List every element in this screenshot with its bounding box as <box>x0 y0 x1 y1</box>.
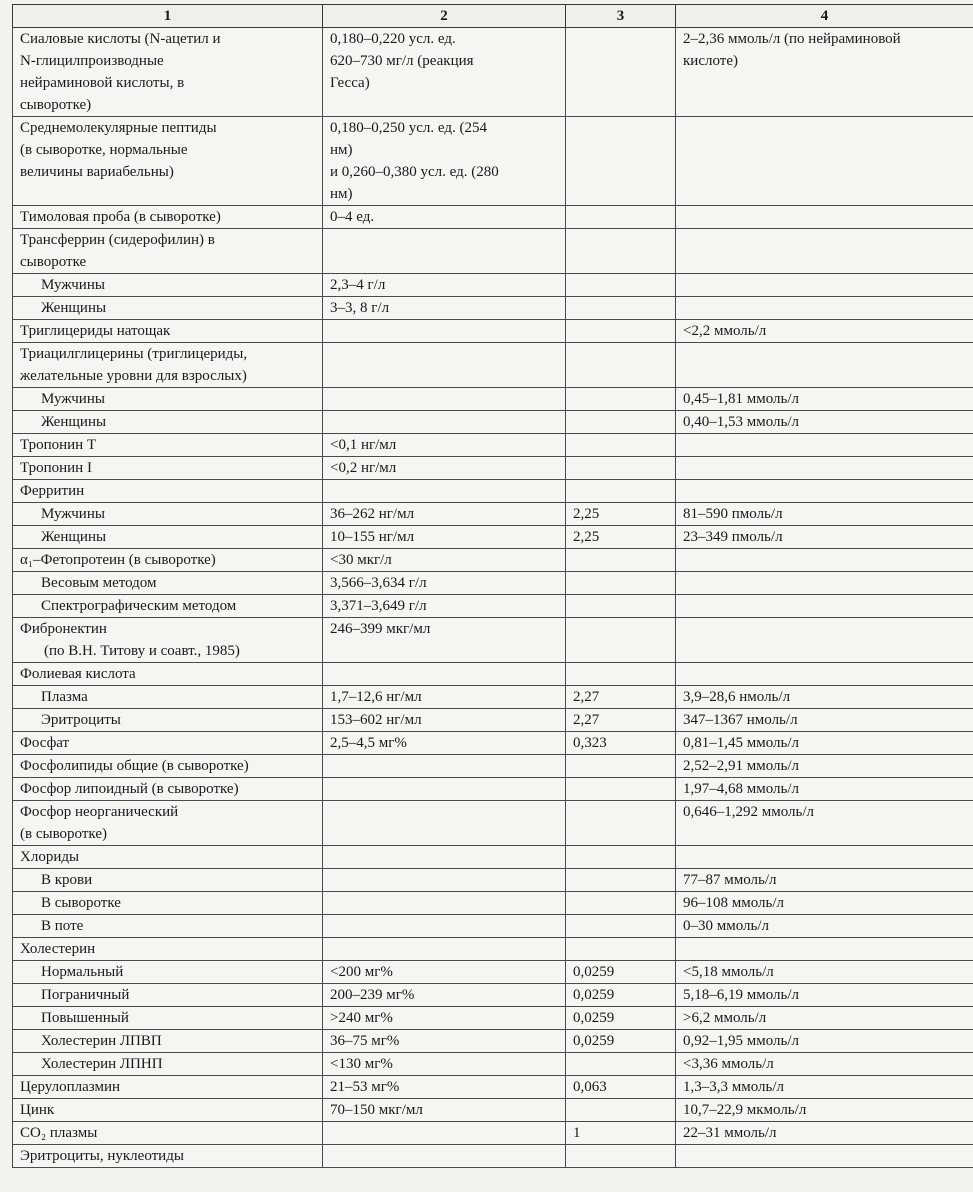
cell-col2: 21–53 мг% <box>323 1076 566 1099</box>
cell-col2 <box>323 320 566 343</box>
table-row <box>13 572 973 595</box>
table-row <box>13 457 973 480</box>
cell-col2: <0,1 нг/мл <box>323 434 566 457</box>
cell-col2 <box>323 755 566 778</box>
cell-col1: Среднемолекулярные пептиды (в сыворотке, нормальные величины вариабельны) <box>13 117 323 206</box>
cell-col3 <box>566 595 676 618</box>
reference-values-table <box>12 4 973 1168</box>
cell-col3 <box>566 457 676 480</box>
cell-col3: 0,063 <box>566 1076 676 1099</box>
cell-col2: 0,180–0,220 усл. ед. 620–730 мг/л (реакция Гесса) <box>323 28 566 117</box>
cell-col1: α₁–Фетопротеин (в сыворотке) <box>13 549 323 572</box>
cell-col4 <box>676 457 973 480</box>
table-row <box>13 1053 973 1076</box>
cell-col2 <box>323 846 566 869</box>
cell-col4 <box>676 938 973 961</box>
table-row <box>13 1007 973 1030</box>
cell-col3 <box>566 618 676 663</box>
cell-col1: Мужчины <box>13 503 323 526</box>
column-header-3: 3 <box>566 5 676 28</box>
cell-col4: 0,92–1,95 ммоль/л <box>676 1030 973 1053</box>
cell-col4: 5,18–6,19 ммоль/л <box>676 984 973 1007</box>
cell-col3 <box>566 1099 676 1122</box>
cell-col4: 0,45–1,81 ммоль/л <box>676 388 973 411</box>
cell-col1: Эритроциты, нуклеотиды <box>13 1145 323 1168</box>
table-row <box>13 869 973 892</box>
cell-col3 <box>566 801 676 846</box>
cell-col4: <3,36 ммоль/л <box>676 1053 973 1076</box>
column-header-2: 2 <box>323 5 566 28</box>
cell-col3: 0,0259 <box>566 1030 676 1053</box>
cell-col2: 36–75 мг% <box>323 1030 566 1053</box>
cell-col3 <box>566 229 676 274</box>
table-row <box>13 526 973 549</box>
cell-col2: 3,371–3,649 г/л <box>323 595 566 618</box>
cell-col4: 77–87 ммоль/л <box>676 869 973 892</box>
cell-col1: Весовым методом <box>13 572 323 595</box>
cell-col3 <box>566 549 676 572</box>
cell-col1: Тропонин T <box>13 434 323 457</box>
cell-col1: Пограничный <box>13 984 323 1007</box>
cell-col2: 2,5–4,5 мг% <box>323 732 566 755</box>
cell-col4: 0,40–1,53 ммоль/л <box>676 411 973 434</box>
cell-col4 <box>676 595 973 618</box>
cell-col3 <box>566 1145 676 1168</box>
cell-col3: 2,25 <box>566 503 676 526</box>
table-row <box>13 549 973 572</box>
cell-col2 <box>323 778 566 801</box>
cell-col2 <box>323 388 566 411</box>
cell-line: Фибронектин <box>20 621 107 637</box>
cell-col2 <box>323 915 566 938</box>
cell-col4: 347–1367 нмоль/л <box>676 709 973 732</box>
table-row <box>13 1099 973 1122</box>
table-row <box>13 1030 973 1053</box>
table-row <box>13 755 973 778</box>
table-row <box>13 915 973 938</box>
table-row <box>13 320 973 343</box>
cell-col2: 3–3, 8 г/л <box>323 297 566 320</box>
cell-col3: 1 <box>566 1122 676 1145</box>
cell-col2: >240 мг% <box>323 1007 566 1030</box>
cell-col2 <box>323 343 566 388</box>
cell-col4: 3,9–28,6 нмоль/л <box>676 686 973 709</box>
table-row <box>13 732 973 755</box>
cell-col3 <box>566 388 676 411</box>
cell-col3: 0,323 <box>566 732 676 755</box>
cell-col4: 22–31 ммоль/л <box>676 1122 973 1145</box>
cell-col2: <30 мкг/л <box>323 549 566 572</box>
cell-col3 <box>566 663 676 686</box>
cell-col4 <box>676 343 973 388</box>
table-row <box>13 709 973 732</box>
table-row <box>13 117 973 206</box>
cell-col4: 81–590 пмоль/л <box>676 503 973 526</box>
cell-col4: >6,2 ммоль/л <box>676 1007 973 1030</box>
table-row <box>13 1076 973 1099</box>
cell-col2 <box>323 892 566 915</box>
cell-col2 <box>323 1122 566 1145</box>
table-row <box>13 595 973 618</box>
cell-col1: Женщины <box>13 297 323 320</box>
cell-col4 <box>676 117 973 206</box>
cell-col1: Сиаловые кислоты (N-ацетил и N-глицилпроизводные нейраминовой кислоты, в сыворотке) <box>13 28 323 117</box>
cell-col1: Нормальный <box>13 961 323 984</box>
cell-col1: Эритроциты <box>13 709 323 732</box>
cell-col1: Повышенный <box>13 1007 323 1030</box>
cell-col1: Фосфор липоидный (в сыворотке) <box>13 778 323 801</box>
table-row <box>13 801 973 846</box>
cell-col1: Хлориды <box>13 846 323 869</box>
table-row <box>13 984 973 1007</box>
cell-col1: Мужчины <box>13 274 323 297</box>
cell-col1: В крови <box>13 869 323 892</box>
table-row <box>13 1122 973 1145</box>
table-row <box>13 480 973 503</box>
cell-col1: Холестерин ЛПНП <box>13 1053 323 1076</box>
table-row <box>13 229 973 274</box>
table-row <box>13 846 973 869</box>
cell-col3: 2,27 <box>566 709 676 732</box>
cell-col2: 246–399 мкг/мл <box>323 618 566 663</box>
cell-col4: 1,3–3,3 ммоль/л <box>676 1076 973 1099</box>
cell-col4: 10,7–22,9 мкмоль/л <box>676 1099 973 1122</box>
cell-col4 <box>676 229 973 274</box>
cell-col4 <box>676 846 973 869</box>
cell-col3 <box>566 28 676 117</box>
column-header-1: 1 <box>13 5 323 28</box>
table-row <box>13 938 973 961</box>
cell-col4 <box>676 618 973 663</box>
cell-col1: Холестерин <box>13 938 323 961</box>
table-row <box>13 961 973 984</box>
cell-col4: 0,81–1,45 ммоль/л <box>676 732 973 755</box>
cell-col3 <box>566 343 676 388</box>
cell-col4: 2–2,36 ммоль/л (по нейраминовой кислоте) <box>676 28 973 117</box>
cell-col4: 23–349 пмоль/л <box>676 526 973 549</box>
cell-col3: 0,0259 <box>566 984 676 1007</box>
cell-col2: 10–155 нг/мл <box>323 526 566 549</box>
cell-col3 <box>566 869 676 892</box>
cell-col2: 36–262 нг/мл <box>323 503 566 526</box>
cell-col1: Фосфат <box>13 732 323 755</box>
cell-col3 <box>566 915 676 938</box>
table-row <box>13 686 973 709</box>
cell-col2 <box>323 411 566 434</box>
cell-col3 <box>566 297 676 320</box>
table-row <box>13 297 973 320</box>
cell-col4: 96–108 ммоль/л <box>676 892 973 915</box>
column-header-4: 4 <box>676 5 973 28</box>
cell-col4: 1,97–4,68 ммоль/л <box>676 778 973 801</box>
cell-col3 <box>566 938 676 961</box>
table-row <box>13 1145 973 1168</box>
cell-col2 <box>323 1145 566 1168</box>
cell-col2: 0–4 ед. <box>323 206 566 229</box>
cell-col1: Фосфолипиды общие (в сыворотке) <box>13 755 323 778</box>
cell-col3 <box>566 206 676 229</box>
table-row <box>13 892 973 915</box>
cell-col1: Церулоплазмин <box>13 1076 323 1099</box>
cell-col4: <5,18 ммоль/л <box>676 961 973 984</box>
cell-col2: 3,566–3,634 г/л <box>323 572 566 595</box>
cell-col1: Тимоловая проба (в сыворотке) <box>13 206 323 229</box>
cell-col4: 2,52–2,91 ммоль/л <box>676 755 973 778</box>
cell-col3 <box>566 117 676 206</box>
cell-col2: <200 мг% <box>323 961 566 984</box>
cell-col3 <box>566 572 676 595</box>
table-row <box>13 206 973 229</box>
table-row <box>13 274 973 297</box>
cell-col2: 200–239 мг% <box>323 984 566 1007</box>
cell-col3: 2,25 <box>566 526 676 549</box>
cell-col1: Ферритин <box>13 480 323 503</box>
cell-col4 <box>676 572 973 595</box>
cell-col2 <box>323 663 566 686</box>
table-row <box>13 503 973 526</box>
cell-col1: Женщины <box>13 411 323 434</box>
cell-col4 <box>676 1145 973 1168</box>
cell-col2 <box>323 480 566 503</box>
table-row <box>13 434 973 457</box>
cell-col1: Цинк <box>13 1099 323 1122</box>
cell-col2: <130 мг% <box>323 1053 566 1076</box>
cell-col2 <box>323 801 566 846</box>
cell-col3: 0,0259 <box>566 961 676 984</box>
cell-col3 <box>566 274 676 297</box>
cell-col4 <box>676 549 973 572</box>
cell-col3: 2,27 <box>566 686 676 709</box>
cell-col4: 0–30 ммоль/л <box>676 915 973 938</box>
cell-col3 <box>566 480 676 503</box>
cell-col2: 2,3–4 г/л <box>323 274 566 297</box>
table-row <box>13 28 973 117</box>
cell-col2: <0,2 нг/мл <box>323 457 566 480</box>
cell-col1: Фолиевая кислота <box>13 663 323 686</box>
cell-col2: 70–150 мкг/мл <box>323 1099 566 1122</box>
cell-col1: Женщины <box>13 526 323 549</box>
cell-col1: В сыворотке <box>13 892 323 915</box>
table-row <box>13 343 973 388</box>
cell-col3: 0,0259 <box>566 1007 676 1030</box>
cell-col1: Мужчины <box>13 388 323 411</box>
cell-col4 <box>676 297 973 320</box>
table-row <box>13 618 973 663</box>
cell-col3 <box>566 320 676 343</box>
table-row <box>13 388 973 411</box>
cell-col3 <box>566 1053 676 1076</box>
cell-col2: 153–602 нг/мл <box>323 709 566 732</box>
cell-col4: <2,2 ммоль/л <box>676 320 973 343</box>
cell-col4: 0,646–1,292 ммоль/л <box>676 801 973 846</box>
table-header-row <box>13 5 973 28</box>
cell-col1: Плазма <box>13 686 323 709</box>
cell-col1: Холестерин ЛПВП <box>13 1030 323 1053</box>
cell-col4 <box>676 274 973 297</box>
cell-col4 <box>676 480 973 503</box>
cell-col1: CO₂ плазмы <box>13 1122 323 1145</box>
cell-col1 <box>13 618 323 663</box>
table-row <box>13 663 973 686</box>
cell-col1: В поте <box>13 915 323 938</box>
cell-col1: Тропонин I <box>13 457 323 480</box>
cell-line: (по В.Н. Титову и соавт., 1985) <box>44 643 240 659</box>
cell-col4 <box>676 434 973 457</box>
cell-col2 <box>323 938 566 961</box>
cell-col2 <box>323 869 566 892</box>
cell-col1: Трансферрин (сидерофилин) в сыворотке <box>13 229 323 274</box>
cell-col3 <box>566 411 676 434</box>
cell-col3 <box>566 778 676 801</box>
cell-col4 <box>676 206 973 229</box>
cell-col4 <box>676 663 973 686</box>
cell-col3 <box>566 755 676 778</box>
cell-col1: Триацилглицерины (триглицериды, желательные уровни для взрослых) <box>13 343 323 388</box>
cell-col3 <box>566 434 676 457</box>
cell-col1: Фосфор неорганический (в сыворотке) <box>13 801 323 846</box>
table-row <box>13 411 973 434</box>
cell-col1: Спектрографическим методом <box>13 595 323 618</box>
cell-col2 <box>323 229 566 274</box>
cell-col2: 0,180–0,250 усл. ед. (254 нм) и 0,260–0,380 усл. ед. (280 нм) <box>323 117 566 206</box>
cell-col2: 1,7–12,6 нг/мл <box>323 686 566 709</box>
cell-col1: Триглицериды натощак <box>13 320 323 343</box>
table-row <box>13 778 973 801</box>
cell-col3 <box>566 846 676 869</box>
cell-col3 <box>566 892 676 915</box>
